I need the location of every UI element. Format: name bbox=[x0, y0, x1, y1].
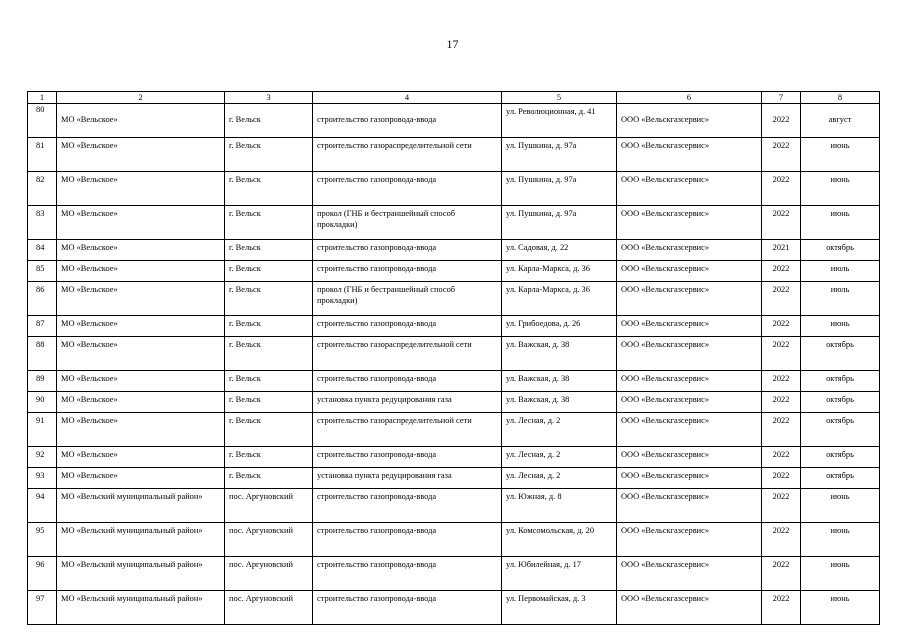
municipality-cell: МО «Вельский муниципальный район» bbox=[57, 489, 225, 523]
municipality-cell: МО «Вельское» bbox=[57, 447, 225, 468]
table-row bbox=[28, 557, 880, 591]
address-cell: ул. Лесная, д. 2 bbox=[502, 413, 617, 447]
municipality-cell: МО «Вельский муниципальный район» bbox=[57, 523, 225, 557]
organization-cell: ООО «Вельскгазсервис» bbox=[617, 468, 762, 489]
row-number: 81 bbox=[28, 138, 57, 172]
table-row bbox=[28, 337, 880, 371]
year-cell: 2021 bbox=[762, 240, 801, 261]
row-number: 92 bbox=[28, 447, 57, 468]
organization-cell: ООО «Вельскгазсервис» bbox=[617, 104, 762, 138]
organization-cell: ООО «Вельскгазсервис» bbox=[617, 261, 762, 282]
year-cell: 2022 bbox=[762, 282, 801, 316]
year-cell: 2022 bbox=[762, 489, 801, 523]
year-cell: 2022 bbox=[762, 371, 801, 392]
table-row bbox=[28, 138, 880, 172]
work-type-cell: строительство газопровода-ввода bbox=[313, 489, 502, 523]
settlement-cell: г. Вельск bbox=[225, 104, 313, 138]
month-cell: июнь bbox=[801, 591, 880, 625]
year-cell: 2022 bbox=[762, 392, 801, 413]
work-type-cell: строительство газопровода-ввода bbox=[313, 557, 502, 591]
organization-cell: ООО «Вельскгазсервис» bbox=[617, 591, 762, 625]
year-cell: 2022 bbox=[762, 172, 801, 206]
municipality-cell: МО «Вельское» bbox=[57, 206, 225, 240]
settlement-cell: пос. Аргуновский bbox=[225, 591, 313, 625]
settlement-cell: г. Вельск bbox=[225, 413, 313, 447]
table-row bbox=[28, 206, 880, 240]
municipality-cell: МО «Вельское» bbox=[57, 468, 225, 489]
organization-cell: ООО «Вельскгазсервис» bbox=[617, 413, 762, 447]
row-number: 93 bbox=[28, 468, 57, 489]
work-type-cell: строительство газораспределительной сети bbox=[313, 138, 502, 172]
address-cell: ул. Пушкина, д. 97а bbox=[502, 206, 617, 240]
settlement-cell: пос. Аргуновский bbox=[225, 557, 313, 591]
organization-cell: ООО «Вельскгазсервис» bbox=[617, 337, 762, 371]
settlement-cell: г. Вельск bbox=[225, 447, 313, 468]
work-type-cell: строительство газопровода-ввода bbox=[313, 523, 502, 557]
work-type-cell: строительство газопровода-ввода bbox=[313, 591, 502, 625]
page-number: 17 bbox=[446, 37, 459, 51]
work-type-cell: строительство газопровода-ввода bbox=[313, 447, 502, 468]
column-header: 2 bbox=[57, 92, 225, 104]
municipality-cell: МО «Вельское» bbox=[57, 413, 225, 447]
month-cell: июнь bbox=[801, 206, 880, 240]
organization-cell: ООО «Вельскгазсервис» bbox=[617, 371, 762, 392]
month-cell: июль bbox=[801, 261, 880, 282]
year-cell: 2022 bbox=[762, 447, 801, 468]
month-cell: октябрь bbox=[801, 337, 880, 371]
organization-cell: ООО «Вельскгазсервис» bbox=[617, 447, 762, 468]
row-number: 97 bbox=[28, 591, 57, 625]
address-cell: ул. Комсомольская, д. 20 bbox=[502, 523, 617, 557]
table-row bbox=[28, 447, 880, 468]
municipality-cell: МО «Вельское» bbox=[57, 337, 225, 371]
municipality-cell: МО «Вельское» bbox=[57, 392, 225, 413]
year-cell: 2022 bbox=[762, 104, 801, 138]
year-cell: 2022 bbox=[762, 591, 801, 625]
work-type-cell: строительство газопровода-ввода bbox=[313, 261, 502, 282]
work-type-cell: строительство газораспределительной сети bbox=[313, 337, 502, 371]
year-cell: 2022 bbox=[762, 557, 801, 591]
month-cell: июнь bbox=[801, 489, 880, 523]
settlement-cell: г. Вельск bbox=[225, 206, 313, 240]
address-cell: ул. Первомайская, д. 3 bbox=[502, 591, 617, 625]
table-row bbox=[28, 240, 880, 261]
address-cell: ул. Важская, д. 38 bbox=[502, 371, 617, 392]
month-cell: июнь bbox=[801, 138, 880, 172]
row-number: 85 bbox=[28, 261, 57, 282]
year-cell: 2022 bbox=[762, 316, 801, 337]
column-header: 7 bbox=[762, 92, 801, 104]
row-number: 87 bbox=[28, 316, 57, 337]
column-number-row bbox=[28, 92, 880, 104]
organization-cell: ООО «Вельскгазсервис» bbox=[617, 392, 762, 413]
organization-cell: ООО «Вельскгазсервис» bbox=[617, 138, 762, 172]
table-row bbox=[28, 261, 880, 282]
work-type-cell: строительство газопровода-ввода bbox=[313, 316, 502, 337]
row-number: 88 bbox=[28, 337, 57, 371]
work-type-cell: установка пункта редуцирования газа bbox=[313, 392, 502, 413]
address-cell: ул. Южная, д. 8 bbox=[502, 489, 617, 523]
table-row bbox=[28, 392, 880, 413]
year-cell: 2022 bbox=[762, 261, 801, 282]
month-cell: октябрь bbox=[801, 392, 880, 413]
settlement-cell: г. Вельск bbox=[225, 468, 313, 489]
organization-cell: ООО «Вельскгазсервис» bbox=[617, 240, 762, 261]
municipality-cell: МО «Вельское» bbox=[57, 371, 225, 392]
row-number: 95 bbox=[28, 523, 57, 557]
address-cell: ул. Революционная, д. 41 bbox=[502, 104, 617, 138]
address-cell: ул. Садовая, д. 22 bbox=[502, 240, 617, 261]
month-cell: июль bbox=[801, 282, 880, 316]
table-row bbox=[28, 413, 880, 447]
work-type-cell: строительство газопровода-ввода bbox=[313, 104, 502, 138]
address-cell: ул. Лесная, д. 2 bbox=[502, 447, 617, 468]
month-cell: октябрь bbox=[801, 447, 880, 468]
organization-cell: ООО «Вельскгазсервис» bbox=[617, 172, 762, 206]
address-cell: ул. Важская, д. 38 bbox=[502, 392, 617, 413]
table-row bbox=[28, 591, 880, 625]
year-cell: 2022 bbox=[762, 206, 801, 240]
municipality-cell: МО «Вельский муниципальный район» bbox=[57, 591, 225, 625]
municipality-cell: МО «Вельское» bbox=[57, 282, 225, 316]
table-row bbox=[28, 104, 880, 138]
table-row bbox=[28, 468, 880, 489]
column-header: 8 bbox=[801, 92, 880, 104]
year-cell: 2022 bbox=[762, 468, 801, 489]
work-type-cell: строительство газопровода-ввода bbox=[313, 371, 502, 392]
month-cell: октябрь bbox=[801, 413, 880, 447]
municipality-cell: МО «Вельское» bbox=[57, 316, 225, 337]
address-cell: ул. Пушкина, д. 97а bbox=[502, 138, 617, 172]
settlement-cell: г. Вельск bbox=[225, 392, 313, 413]
month-cell: август bbox=[801, 104, 880, 138]
month-cell: июнь bbox=[801, 316, 880, 337]
row-number: 91 bbox=[28, 413, 57, 447]
work-type-cell: прокол (ГНБ и бестраншейный способ прокладки) bbox=[313, 206, 502, 240]
year-cell: 2022 bbox=[762, 337, 801, 371]
settlement-cell: г. Вельск bbox=[225, 282, 313, 316]
municipality-cell: МО «Вельское» bbox=[57, 240, 225, 261]
table-row bbox=[28, 282, 880, 316]
organization-cell: ООО «Вельскгазсервис» bbox=[617, 557, 762, 591]
month-cell: октябрь bbox=[801, 468, 880, 489]
row-number: 94 bbox=[28, 489, 57, 523]
row-number: 96 bbox=[28, 557, 57, 591]
organization-cell: ООО «Вельскгазсервис» bbox=[617, 282, 762, 316]
settlement-cell: г. Вельск bbox=[225, 172, 313, 206]
address-cell: ул. Лесная, д. 2 bbox=[502, 468, 617, 489]
work-type-cell: прокол (ГНБ и бестраншейный способ прокладки) bbox=[313, 282, 502, 316]
table-row bbox=[28, 489, 880, 523]
settlement-cell: г. Вельск bbox=[225, 261, 313, 282]
organization-cell: ООО «Вельскгазсервис» bbox=[617, 316, 762, 337]
row-number: 80 bbox=[28, 104, 57, 138]
municipality-cell: МО «Вельское» bbox=[57, 104, 225, 138]
month-cell: июнь bbox=[801, 557, 880, 591]
year-cell: 2022 bbox=[762, 523, 801, 557]
month-cell: октябрь bbox=[801, 240, 880, 261]
organization-cell: ООО «Вельскгазсервис» bbox=[617, 489, 762, 523]
organization-cell: ООО «Вельскгазсервис» bbox=[617, 206, 762, 240]
settlement-cell: пос. Аргуновский bbox=[225, 489, 313, 523]
row-number: 89 bbox=[28, 371, 57, 392]
row-number: 83 bbox=[28, 206, 57, 240]
settlement-cell: пос. Аргуновский bbox=[225, 523, 313, 557]
municipality-cell: МО «Вельское» bbox=[57, 261, 225, 282]
work-type-cell: строительство газораспределительной сети bbox=[313, 413, 502, 447]
row-number: 90 bbox=[28, 392, 57, 413]
month-cell: июнь bbox=[801, 172, 880, 206]
works-table bbox=[27, 91, 880, 625]
row-number: 86 bbox=[28, 282, 57, 316]
column-header: 6 bbox=[617, 92, 762, 104]
address-cell: ул. Карла-Маркса, д. 36 bbox=[502, 261, 617, 282]
work-type-cell: строительство газопровода-ввода bbox=[313, 240, 502, 261]
year-cell: 2022 bbox=[762, 413, 801, 447]
address-cell: ул. Карла-Маркса, д. 36 bbox=[502, 282, 617, 316]
municipality-cell: МО «Вельский муниципальный район» bbox=[57, 557, 225, 591]
municipality-cell: МО «Вельское» bbox=[57, 138, 225, 172]
settlement-cell: г. Вельск bbox=[225, 337, 313, 371]
address-cell: ул. Пушкина, д. 97а bbox=[502, 172, 617, 206]
column-header: 5 bbox=[502, 92, 617, 104]
address-cell: ул. Грибоедова, д. 26 bbox=[502, 316, 617, 337]
settlement-cell: г. Вельск bbox=[225, 240, 313, 261]
column-header: 3 bbox=[225, 92, 313, 104]
municipality-cell: МО «Вельское» bbox=[57, 172, 225, 206]
address-cell: ул. Юбилейная, д. 17 bbox=[502, 557, 617, 591]
settlement-cell: г. Вельск bbox=[225, 316, 313, 337]
month-cell: июнь bbox=[801, 523, 880, 557]
year-cell: 2022 bbox=[762, 138, 801, 172]
settlement-cell: г. Вельск bbox=[225, 371, 313, 392]
table-row bbox=[28, 371, 880, 392]
row-number: 82 bbox=[28, 172, 57, 206]
table-row bbox=[28, 316, 880, 337]
work-type-cell: установка пункта редуцирования газа bbox=[313, 468, 502, 489]
column-header: 4 bbox=[313, 92, 502, 104]
month-cell: октябрь bbox=[801, 371, 880, 392]
address-cell: ул. Важская, д. 38 bbox=[502, 337, 617, 371]
work-type-cell: строительство газопровода-ввода bbox=[313, 172, 502, 206]
column-header: 1 bbox=[28, 92, 57, 104]
row-number: 84 bbox=[28, 240, 57, 261]
table-row bbox=[28, 172, 880, 206]
organization-cell: ООО «Вельскгазсервис» bbox=[617, 523, 762, 557]
table-row bbox=[28, 523, 880, 557]
settlement-cell: г. Вельск bbox=[225, 138, 313, 172]
